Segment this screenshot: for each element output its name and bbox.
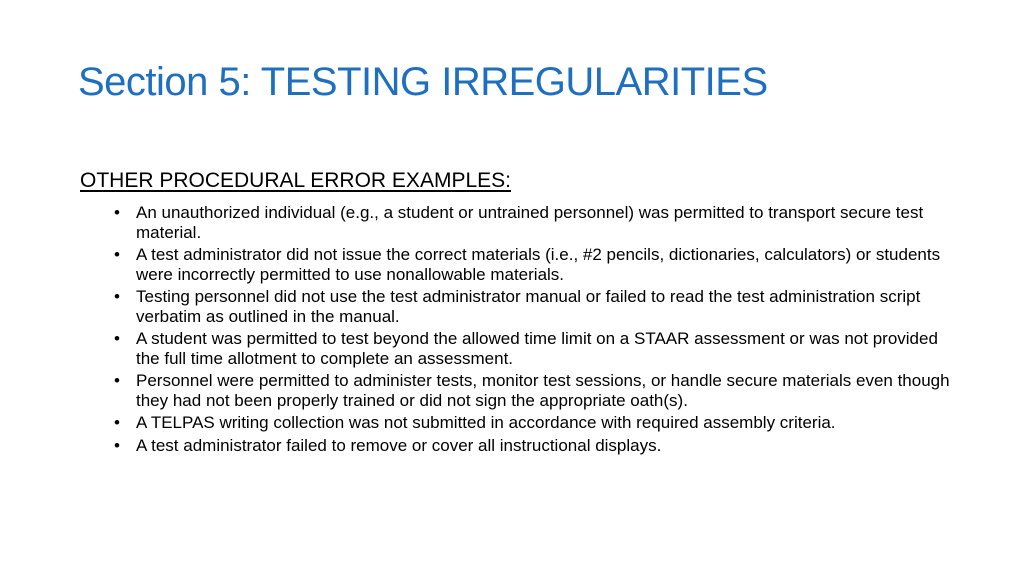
bullet-text: Personnel were permitted to administer tests, monitor test sessions, or handle secure materials even though they had not been properly trained or did not sign the appropriate oath(s). [136, 371, 950, 410]
bullet-list [114, 203, 954, 458]
bullet-dot-icon: • [114, 413, 120, 432]
bullet-item [114, 371, 954, 410]
bullet-text: Testing personnel did not use the test administrator manual or failed to read the test administration script verbatim as outlined in the manual. [136, 287, 921, 326]
bullet-dot-icon: • [114, 203, 120, 222]
bullet-item [114, 436, 954, 456]
bullet-dot-icon: • [114, 435, 120, 455]
bullet-item [114, 287, 954, 326]
bullet-text: An unauthorized individual (e.g., a student or untrained personnel) was permitted to transport secure test material. [136, 203, 924, 242]
bullet-dot-icon: • [114, 329, 120, 348]
bullet-dot-icon: • [114, 287, 120, 306]
bullet-text: A student was permitted to test beyond the allowed time limit on a STAAR assessment or was not provided the full time allotment to complete an assessment. [136, 329, 938, 368]
slide-title: Section 5: TESTING IRREGULARITIES [78, 60, 768, 104]
bullet-dot-icon: • [114, 245, 120, 264]
bullet-text: A test administrator failed to remove or cover all instructional displays. [136, 435, 662, 455]
bullet-text: A TELPAS writing collection was not submitted in accordance with required assembly criteria. [136, 413, 836, 432]
bullet-item [114, 329, 954, 368]
bullet-item [114, 245, 954, 284]
bullet-item [114, 203, 954, 242]
section-subheading: OTHER PROCEDURAL ERROR EXAMPLES: [80, 169, 511, 192]
bullet-dot-icon: • [114, 371, 120, 390]
bullet-text: A test administrator did not issue the correct materials (i.e., #2 pencils, dictionaries, calculators) or students were incorrectly permitted to use nonallowable materials. [136, 245, 941, 284]
bullet-item [114, 413, 954, 433]
